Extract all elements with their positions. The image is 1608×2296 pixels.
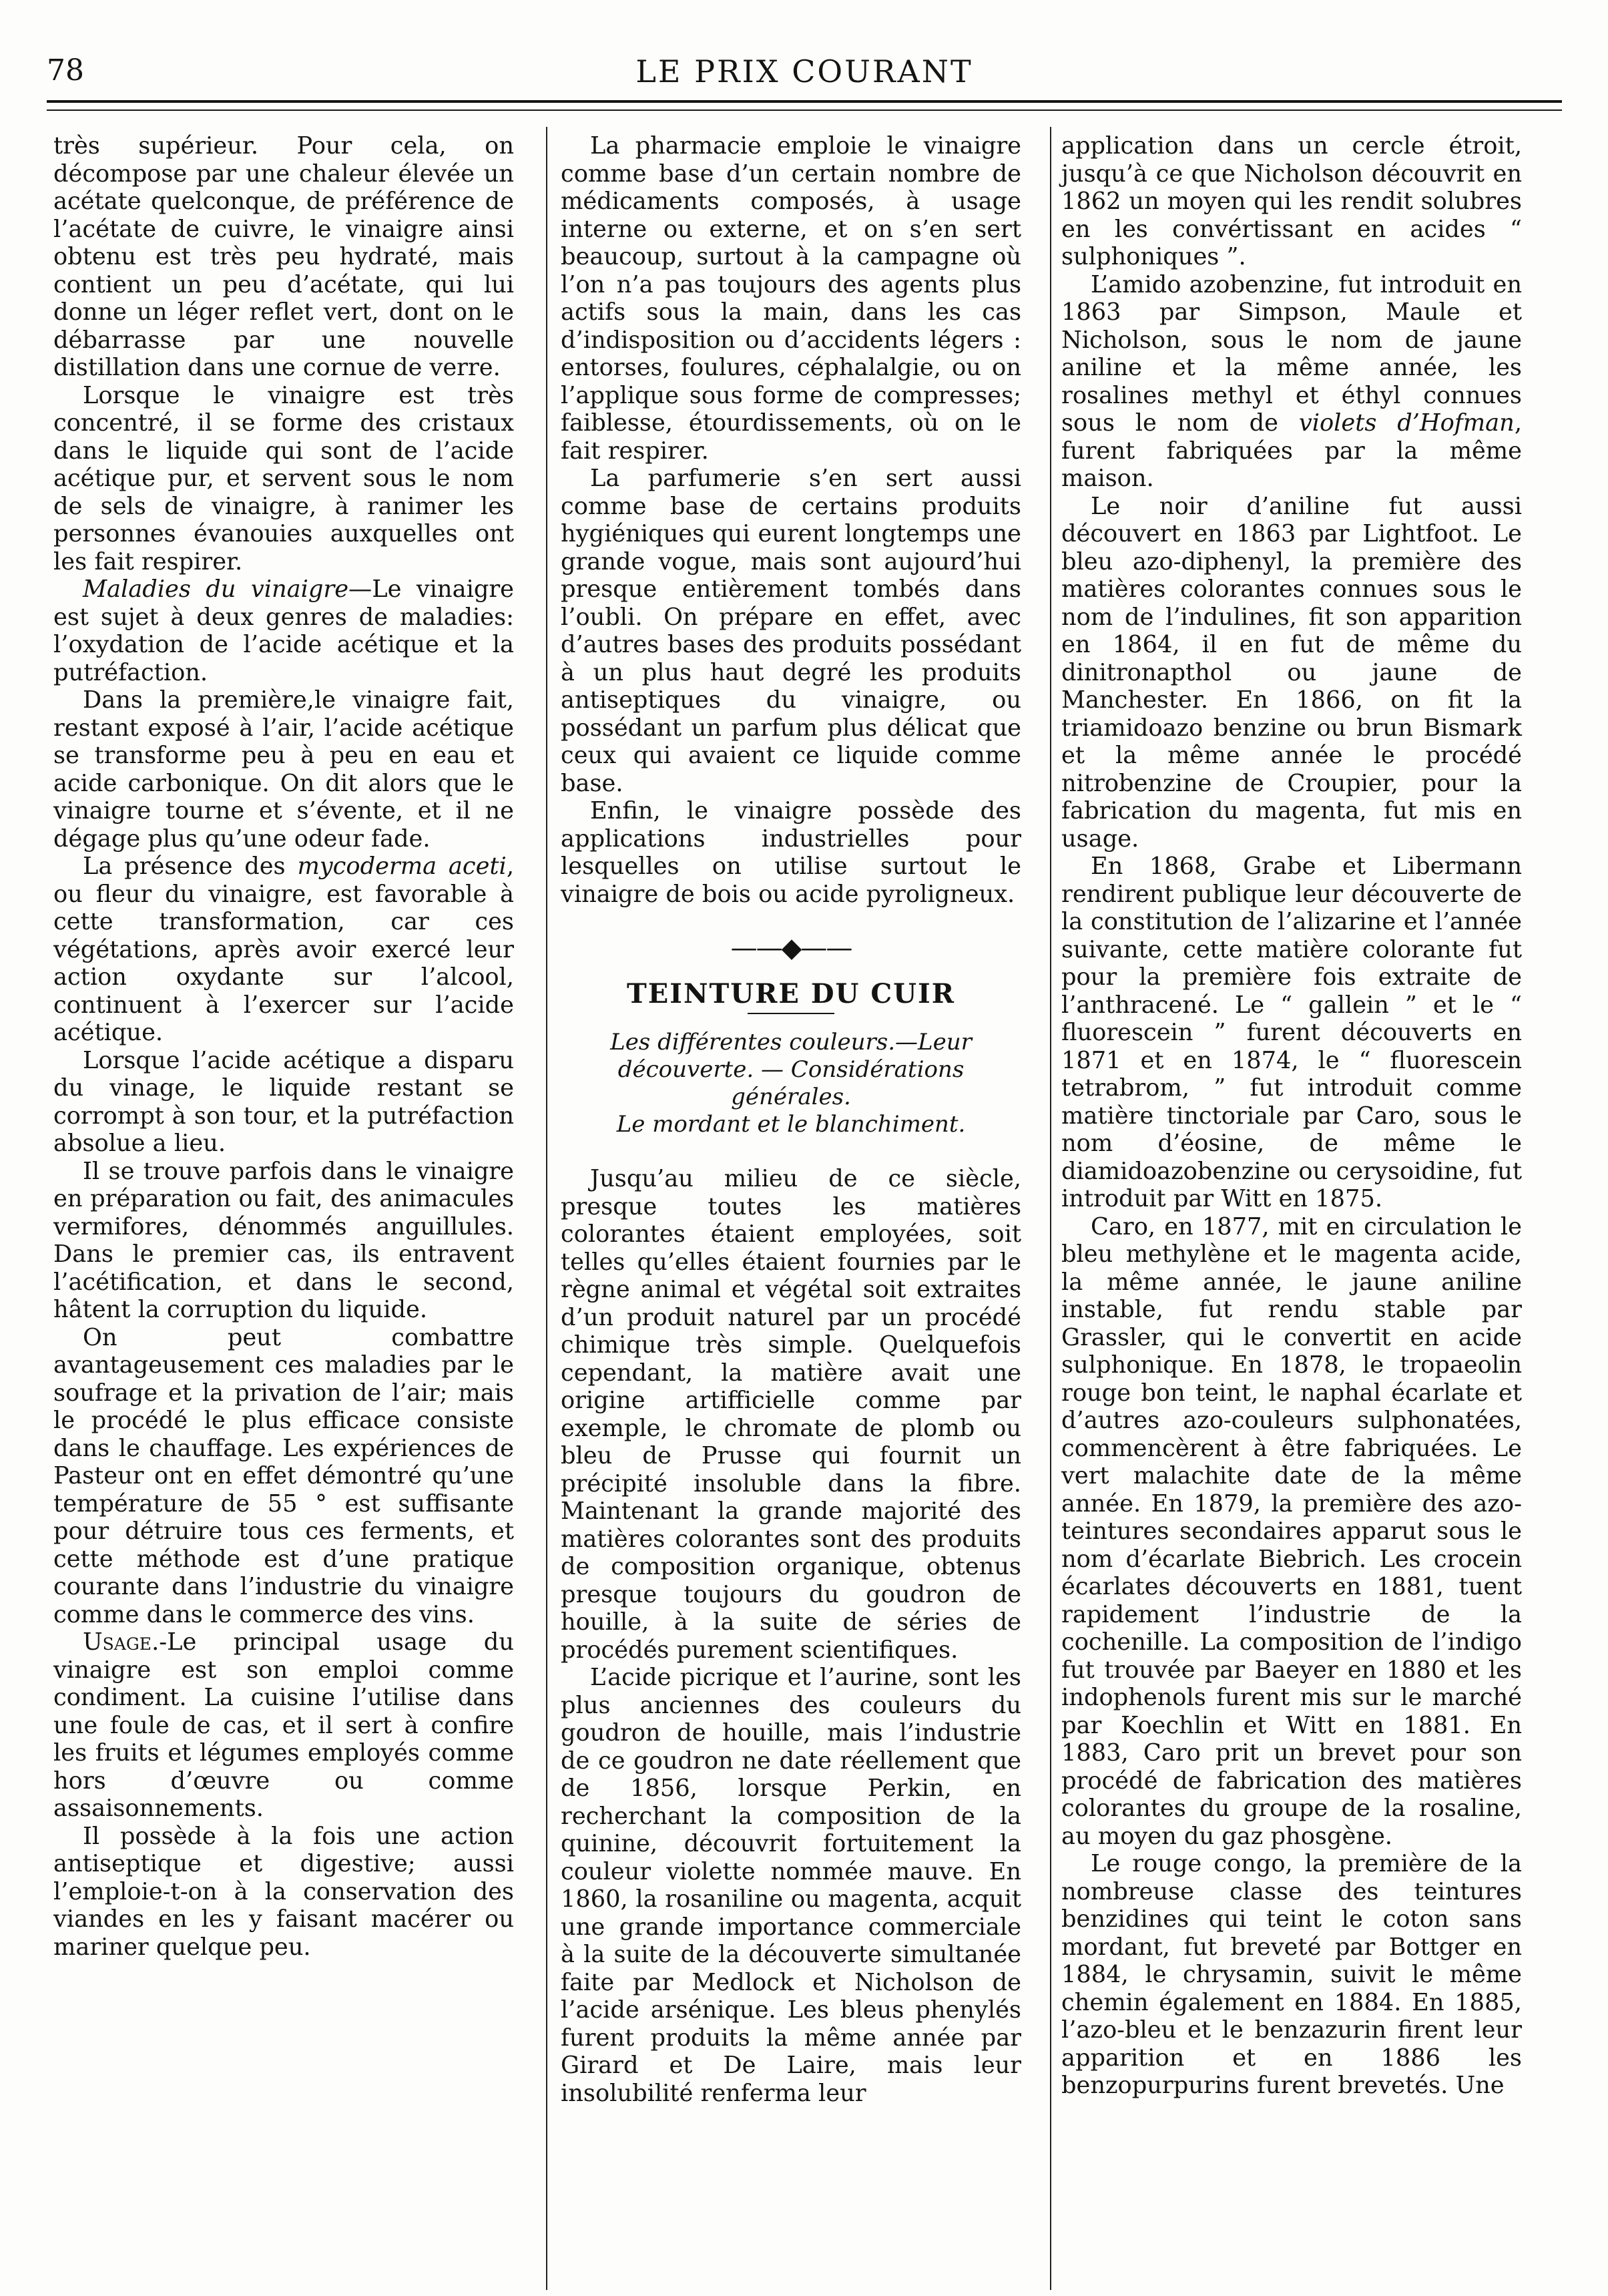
paragraph: Caro, en 1877, mit en circulation le bleu methylène et le magenta acide, la même année, le jaune aniline instable, fut rendu stable par Grassler, qui le convertit en acide sulphonique. En 1878, le tropaeolin rouge bon teint, le naphal écarlate et d’autres azo-couleurs sulphonatées, commencèrent à être fabriquées. Le vert malachite date de la même année. En 1879, la première des azo-teintures secondaires apparut sous le nom d’écarlate Biebrich. Les crocein écarlates découverts en 1881, tuent rapidement l’industrie de la cochenille. La composition de l’indigo fut trouvée par Baeyer en 1880 et les indophenols furent mis sur le marché par Koechlin et Witt en 1881. En 1883, Caro prit un brevet pour son procédé de fabrication des matières colorantes du groupe de la rosaline, au moyen du gaz phosgène. — [1061, 1212, 1522, 1850]
paragraph: La parfumerie s’en sert aussi comme base de certains produits hygiéniques qui eurent longtemps une grande vogue, mais sont aujourd’hui presque entièrement tombés dans l’oubli. On prépare en effet, avec d’autres bases des produits possédant à un plus haut degré les produits antiseptiques du vinaigre, ou possédant un parfum plus délicat que ceux qui avaient ce liquide comme base. — [561, 465, 1021, 797]
latin-term: mycoderma aceti — [297, 853, 507, 880]
paragraph — [53, 853, 514, 1047]
paragraph — [53, 576, 514, 686]
paragraph: La pharmacie emploie le vinaigre comme base d’un certain nombre de médicaments composés, à usage interne ou externe, et on s’en sert beaucoup, surtout à la campagne où l’on n’a pas toujours des agents plus actifs sous la main, dans les cas d’indisposition ou d’accidents légers : entorses, foulures, céphalalgie, ou on l’applique sous forme de compresses; faiblesse, étourdissements, où on le fait respirer. — [561, 132, 1021, 465]
column-2 — [561, 132, 1021, 2107]
paragraph: très supérieur. Pour cela, on décompose par une chaleur élevée un acétate quelconque, de préférence de l’acétate de cuivre, le vinaigre ainsi obtenu est très peu hydraté, mais contient un peu d’acétate, qui lui donne un léger reflet vert, dont on le débarrasse par une nouvelle distillation dans une cornue de verre. — [53, 132, 514, 381]
paragraph: Le noir d’aniline fut aussi découvert en 1863 par Lightfoot. Le bleu azo-diphenyl, la première des matières colorantes connues sous le nom de l’indulines, fit son apparition en 1864, il en fut de même du dinitronapthol ou jaune de Manchester. En 1866, on fit la triamidoazo benzine ou brun Bismark et la même année le procédé nitrobenzine de Croupier, pour la fabrication du magenta, fut mis en usage. — [1061, 492, 1522, 853]
paragraph-text: , ou fleur du vinaigre, est favorable à cette transformation, car ces végétations, après avoir exercé leur action oxydante sur l’alcool, continuent à l’exercer sur l’acide acétique. — [53, 853, 514, 1046]
paragraph: Le rouge congo, la première de la nombreuse classe des teintures benzidines qui teint le coton sans mordant, fut breveté par Bottger en 1884, le chrysamin, suivit le même chemin également en 1884. En 1885, l’azo-bleu et le benzazurin firent leur apparition et en 1886 les benzopurpurins furent brevetés. Une — [1061, 1850, 1522, 2099]
paragraph-text: .-Le principal usage du vinaigre est son emploi comme condiment. La cuisine l’utilise dans une foule de cas, et il sert à confire les fruits et légumes employés comme hors d’œuvre ou comme assaisonnements. — [53, 1628, 514, 1822]
paragraph: L’acide picrique et l’aurine, sont les plus anciennes des couleurs du goudron de houille, mais l’industrie de ce goudron ne date réellement que de 1856, lorsque Perkin, en recherchant la composition de la quinine, découvrit fortuitement la couleur violette nommée mauve. En 1860, la rosaniline ou magenta, acquit une grande importance commerciale à la suite de la découverte simultanée faite par Medlock et Nicholson de l’acide arsénique. Les bleus phenylés furent produits la même année par Girard et De Laire, mais leur insolubilité renferma leur — [561, 1664, 1021, 2107]
column-divider — [546, 127, 547, 2290]
paragraph-text: L’amido azobenzine, fut introduit en 1863 par Simpson, Maule et Nicholson, sous le nom de jaune aniline et la même année, les rosalines methyl et éthyl connues sous le nom de — [1061, 270, 1522, 437]
paragraph-text: —Le vinaigre est sujet à deux genres de maladies: l’oxydation de l’acide acétique et la putréfaction. — [53, 576, 514, 686]
paragraph: application dans un cercle étroit, jusqu’à ce que Nicholson découvrit en 1862 un moyen qui les rendit solubres en les convértissant en acides “ sulphoniques ”. — [1061, 132, 1522, 270]
section-summary — [561, 1029, 1021, 1138]
column-1 — [53, 132, 514, 1961]
running-header — [47, 53, 1562, 100]
run-in-heading: Maladies du vinaigre — [83, 576, 349, 603]
paragraph: Il se trouve parfois dans le vinaigre en préparation ou fait, des animacules vermifores, dénommés anguillules. Dans le premier cas, ils entravent l’acétification, et dans le second, hâtent la corruption du liquide. — [53, 1157, 514, 1323]
paragraph-text: , furent fabriquées par la même maison. — [1061, 409, 1523, 492]
run-in-heading: Usage — [83, 1628, 152, 1656]
paragraph: Jusqu’au milieu de ce siècle, presque toutes les matières colorantes étaient employées, soit telles qu’elles étaient fournies par le règne animal et végétal soit extraites d’un produit naturel par un procédé chimique très simple. Quelquefois cependant, la matière avait une origine artifficielle comme par exemple, le chromate de plomb ou bleu de Prusse qui fournit un précipité insoluble dans la fibre. Maintenant la grande majorité des matières colorantes sont des produits de composition organique, obtenus presque toujours du goudron de houille, à la suite de séries de procédés purement scientifiques. — [561, 1165, 1021, 1664]
paragraph: Lorsque le vinaigre est très concentré, il se forme des cristaux dans le liquide qui sont de l’acide acétique pur, et servent sous le nom de sels de vinaigre, à ranimer les personnes évanouies auxquelles ont les fait respirer. — [53, 381, 514, 576]
paragraph: En 1868, Grabe et Libermann rendirent publique leur découverte de la constitution de l’alizarine et l’année suivante, cette matière colorante fut pour la première fois extraite de l’anthracené. Le “ gallein ” et le “ fluorescein ” furent découverts en 1871 et en 1874, le “ fluorescein tetrabrom, ” fut introduit comme matière tinctoriale par Caro, sous le nom d’éosine, de même le diamidoazobenzine ou cerysoidine, fut introduit par Witt en 1875. — [1061, 853, 1522, 1212]
column-3 — [1061, 132, 1522, 2100]
section-ornament: ——◆—— — [730, 933, 852, 963]
title-rule — [748, 1013, 834, 1014]
summary-line: Le mordant et le blanchiment. — [616, 1111, 966, 1138]
paragraph — [53, 1628, 514, 1823]
paragraph-text: La présence des — [83, 853, 298, 880]
paragraph: Enfin, le vinaigre possède des applications industrielles pour lesquelles on utilise surtout le vinaigre de bois ou acide pyroligneux. — [561, 797, 1021, 908]
header-rule-thick — [47, 100, 1562, 103]
header-rule-thin — [47, 109, 1562, 111]
column-divider — [1050, 127, 1051, 2290]
paragraph — [1061, 271, 1522, 493]
paragraph: Dans la première,le vinaigre fait, restant exposé à l’air, l’acide acétique se transforme peu à peu en eau et acide carbonique. On dit alors que le vinaigre tourne et s’évente, et il ne dégage plus qu’une odeur fade. — [53, 686, 514, 853]
section-title: TEINTURE DU CUIR — [627, 977, 955, 1009]
paragraph: On peut combattre avantageusement ces maladies par le soufrage et la privation de l’air; mais le procédé le plus efficace consiste dans le chauffage. Les expériences de Pasteur ont en effet démontré qu’une température de 55 ° est suffisante pour détruire tous ces ferments, et cette méthode est d’une pratique courante dans l’industrie du vinaigre comme dans le commerce des vins. — [53, 1323, 514, 1628]
paragraph: Il possède à la fois une action antiseptique et digestive; aussi l’emploie-t-on à la conservation des viandes en les y faisant macérer ou mariner quelque peu. — [53, 1822, 514, 1961]
paragraph: Lorsque l’acide acétique a disparu du vinage, le liquide restant se corrompt à son tour, et la putréfaction absolue a lieu. — [53, 1046, 514, 1157]
italic-term: violets d’Hofman — [1298, 409, 1515, 437]
summary-line: Les différentes couleurs.—Leur découverte. — Considérations générales. — [610, 1029, 972, 1110]
running-title: LE PRIX COURANT — [635, 53, 973, 89]
page-number: 78 — [47, 53, 84, 87]
